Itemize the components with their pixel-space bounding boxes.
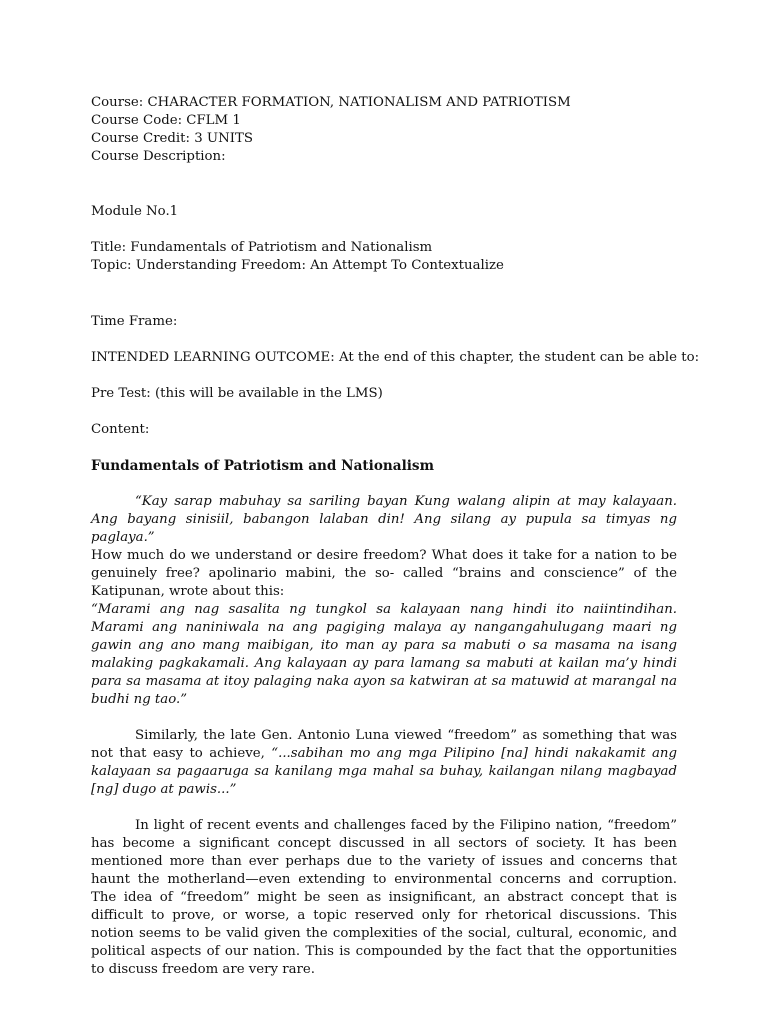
- course-description: Course Description:: [91, 149, 226, 164]
- content-label: Content:: [91, 422, 150, 437]
- luna-paragraph: [91, 727, 677, 799]
- intended-learning-outcome: INTENDED LEARNING OUTCOME: At the end of this chapter, the student can be able to:: [91, 350, 700, 365]
- luna-quote: “...sabihan mo ang mga Pilipino [na] hindi nakakamit ang kalayaan sa pagaaruga sa kanilang mga mahal sa buhay, kailangan nilang magbayad [ng] dugo at pawis...”: [91, 746, 678, 797]
- course-credit: Course Credit: 3 UNITS: [91, 131, 253, 146]
- article-body: [91, 493, 677, 979]
- module-title: Title: Fundamentals of Patriotism and Nationalism: [91, 240, 433, 255]
- course-name: Course: CHARACTER FORMATION, NATIONALISM AND PATRIOTISM: [91, 95, 571, 110]
- epigraph-quote: “Kay sarap mabuhay sa sariling bayan Kung walang alipin at may kalayaan. Ang bayang sinisiil, babangon lalaban din! Ang silang ay pupula sa timyas ng paglaya.”: [91, 494, 677, 545]
- section-heading: Fundamentals of Patriotism and Nationalism: [91, 458, 434, 474]
- mabini-quote: “Marami ang nag sasalita ng tungkol sa kalayaan nang hindi ito naiintindihan. Marami ang naniniwala na ang pagiging malaya ay nangangahulugang maari ng gawin ang ano mang maibigan, ito man ay para sa mabuti o sa masama na isang malaking pagkakamali. Ang kalayaan ay para lamang sa mabuti at kailan ma’y hindi para sa masama at itoy palaging naka ayon sa katwiran at sa matuwid at marangal na budhi ng tao.”: [91, 602, 677, 707]
- course-code: Course Code: CFLM 1: [91, 113, 241, 128]
- question-paragraph: How much do we understand or desire freedom? What does it take for a nation to be genuinely free? apolinario mabini, the so- called “brains and conscience” of the Katipunan, wrote about this:: [91, 548, 677, 599]
- module-topic: Topic: Understanding Freedom: An Attempt To Contextualize: [91, 258, 504, 273]
- freedom-paragraph: In light of recent events and challenges faced by the Filipino nation, “freedom” has become a significant concept discussed in all sectors of society. It has been mentioned more than ever perhaps due to the variety of issues and concerns that haunt the motherland—even extending to environmental concerns and corruption. The idea of “freedom” might be seen as insignificant, an abstract concept that is difficult to prove, or worse, a topic reserved only for rhetorical discussions. This notion seems to be valid given the complexities of the social, cultural, economic, and political aspects of our nation. This is compounded by the fact that the opportunities to discuss freedom are very rare.: [91, 818, 677, 977]
- luna-intro: Similarly, the late Gen. Antonio Luna viewed “freedom” as something that was not that easy to achieve,: [91, 728, 677, 761]
- time-frame: Time Frame:: [91, 314, 178, 329]
- pre-test: Pre Test: (this will be available in the LMS): [91, 386, 383, 401]
- module-number: Module No.1: [91, 204, 179, 219]
